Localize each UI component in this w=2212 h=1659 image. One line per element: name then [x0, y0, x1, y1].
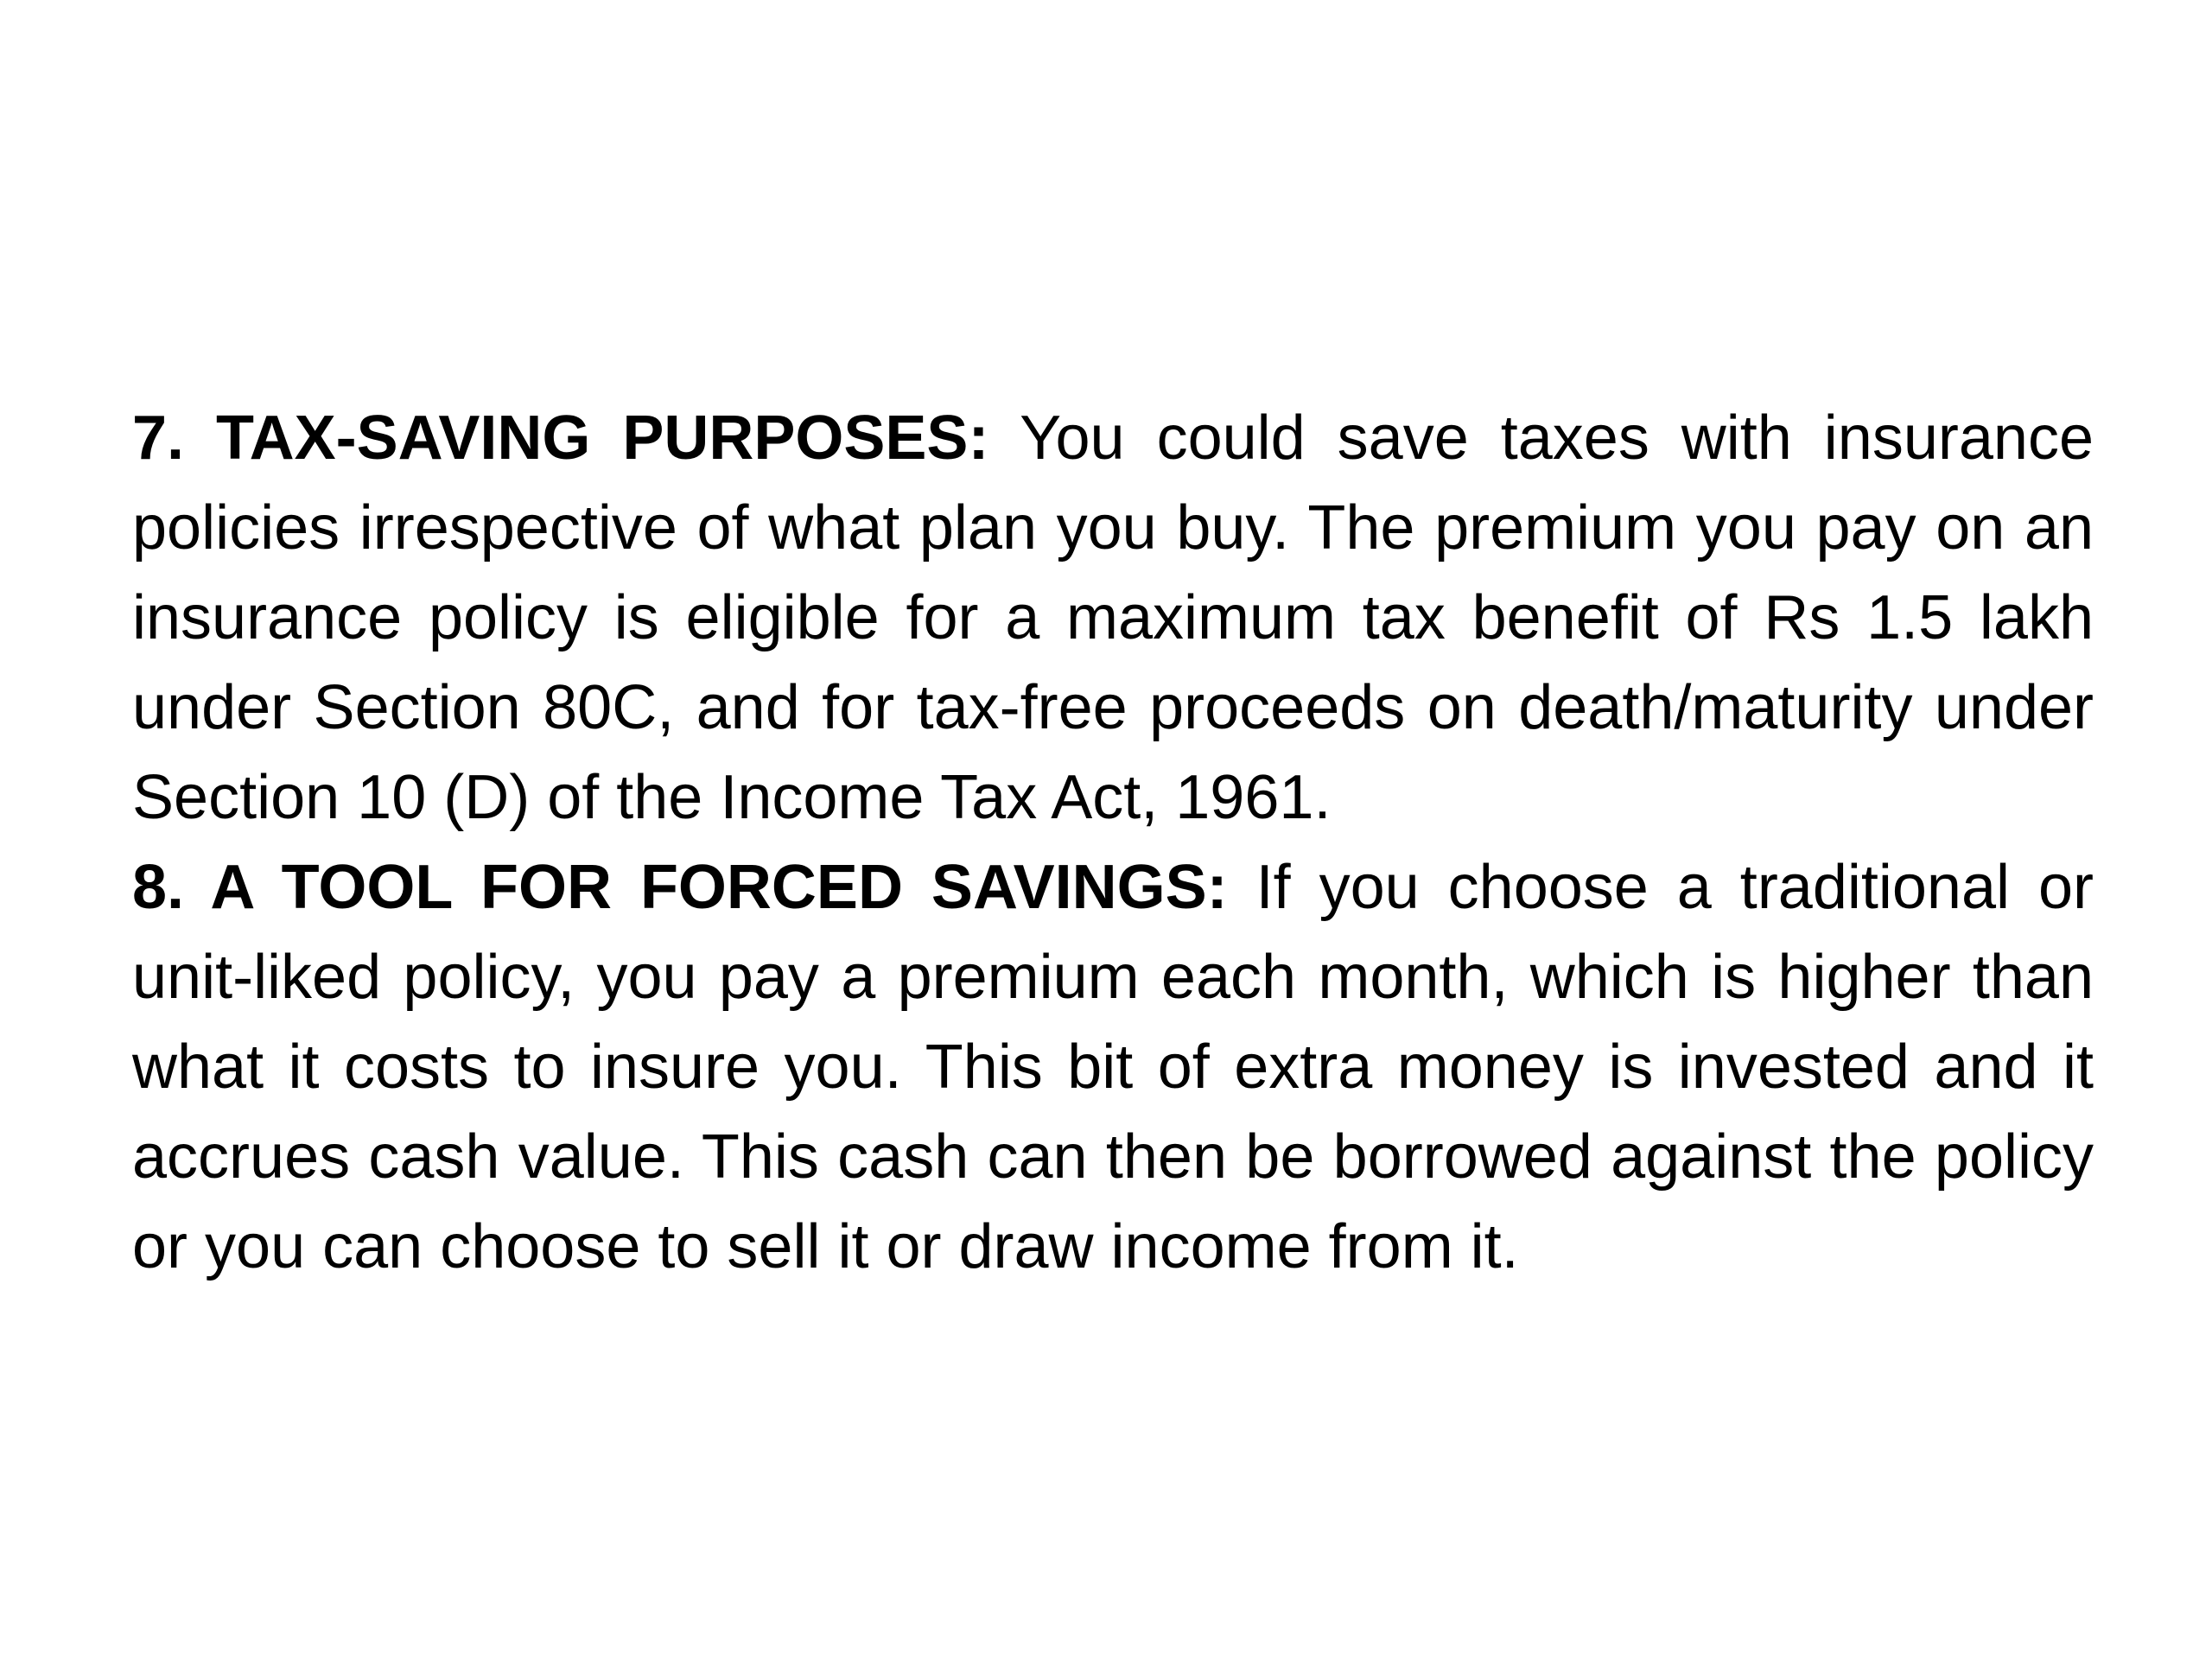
- point-7-paragraph: [132, 393, 2094, 842]
- slide-body: [132, 393, 2094, 1292]
- point-8-paragraph: [132, 842, 2094, 1292]
- point-8-text: If you choose a traditional or unit-liked policy, you pay a premium each month, which is higher than what it costs to insure you. This bit of extra money is invested and it accrues cash value. This cash can then be borrowed against the policy or you can choose to sell it or draw income from it.: [132, 853, 2094, 1281]
- point-8-heading: 8. A TOOL FOR FORCED SAVINGS:: [132, 853, 1228, 922]
- point-7-heading: 7. TAX-SAVING PURPOSES:: [132, 404, 989, 473]
- point-7-text: You could save taxes with insurance policies irrespective of what plan you buy. The premium you pay on an insurance policy is eligible for a maximum tax benefit of Rs 1.5 lakh under Section 80C, and for tax-free proceeds on death/maturity under Section 10 (D) of the Income Tax Act, 1961.: [132, 404, 2094, 832]
